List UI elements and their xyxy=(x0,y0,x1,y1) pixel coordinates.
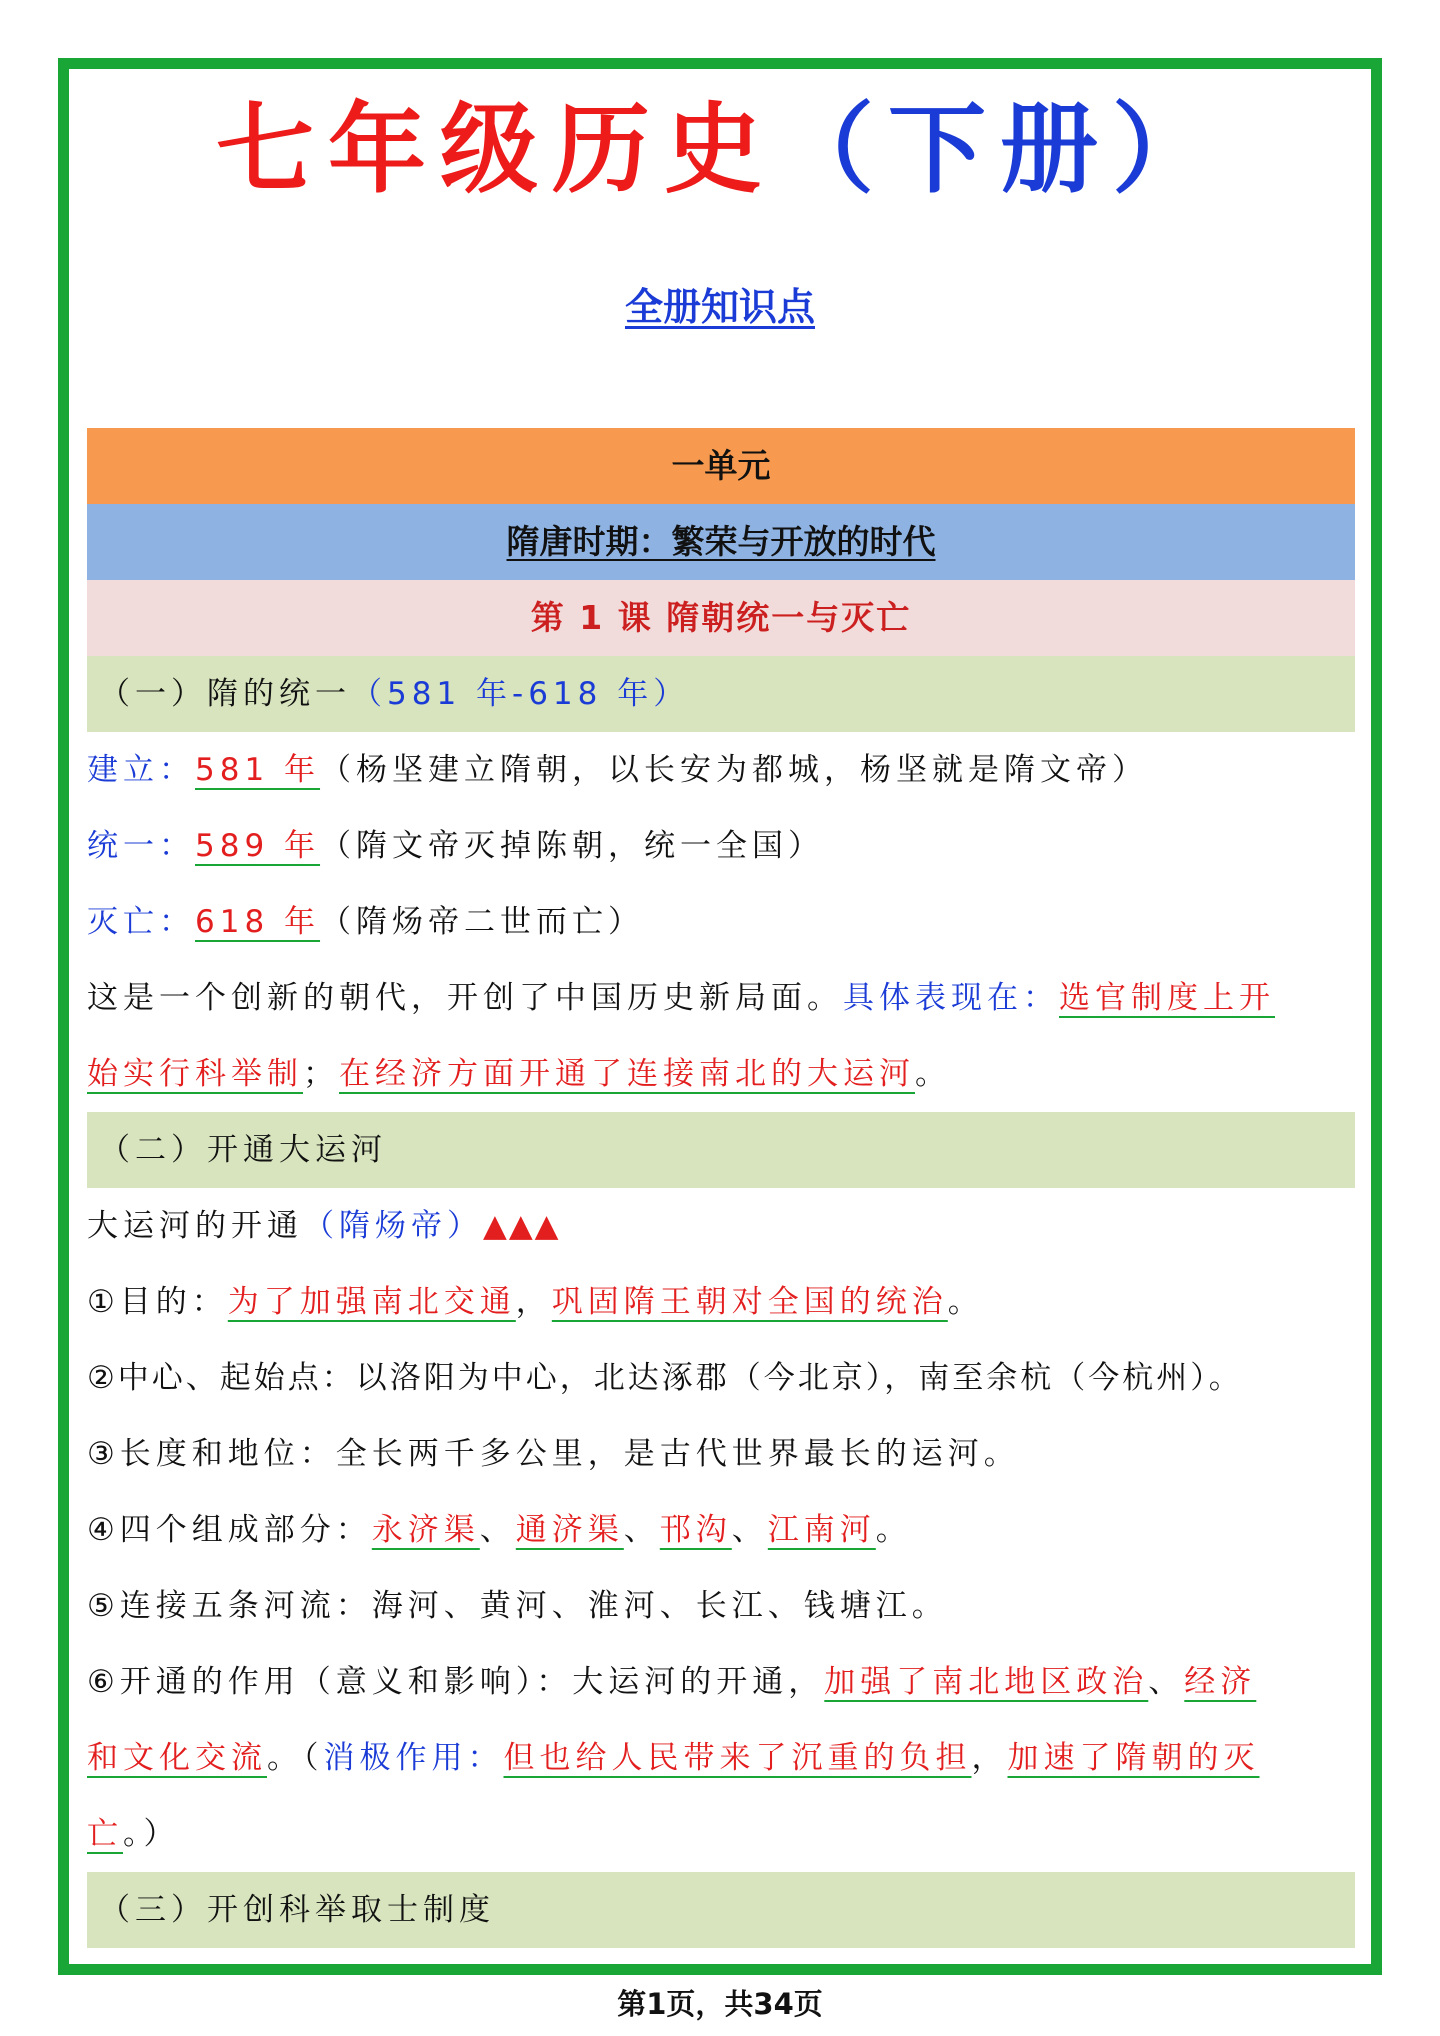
title-main: 七年级历史 xyxy=(215,93,776,207)
paragraph-innovation-line1: 这是一个创新的朝代，开创了中国历史新局面。具体表现在：选官制度上开 xyxy=(87,980,1275,1016)
canal-item-effect-line3: 亡。） xyxy=(87,1816,180,1852)
canal-item-rivers: ⑤连接五条河流：海河、黄河、淮河、长江、钱塘江。 xyxy=(87,1588,948,1624)
fact-founding: 建立：581 年（杨坚建立隋朝，以长安为都城，杨坚就是隋文帝） xyxy=(87,752,1149,788)
content xyxy=(87,428,1355,1948)
canal-item-length: ③长度和地位：全长两千多公里，是古代世界最长的运河。 xyxy=(87,1436,1020,1472)
canal-item-effect-line1: ⑥开通的作用（意义和影响）：大运河的开通，加强了南北地区政治、经济 xyxy=(87,1664,1257,1700)
title-paren-open: （ xyxy=(775,93,888,207)
canal-heading: 大运河的开通（隋炀帝）▲▲▲ xyxy=(87,1208,561,1244)
page-title xyxy=(0,80,1440,220)
unit-header: 一单元 xyxy=(87,428,1355,504)
paragraph-innovation-line2: 始实行科举制；在经济方面开通了连接南北的大运河。 xyxy=(87,1056,951,1092)
title-paren-close: ） xyxy=(1112,93,1225,207)
importance-marker: ▲▲▲ xyxy=(483,1208,561,1244)
page-subtitle: 全册知识点 xyxy=(624,285,815,329)
canal-item-center: ②中心、起始点：以洛阳为中心，北达涿郡（今北京），南至余杭（今杭州）。 xyxy=(87,1360,1243,1396)
fact-unification: 统一：589 年（隋文帝灭掉陈朝，统一全国） xyxy=(87,828,825,864)
section-3-header: （三）开创科举取士制度 xyxy=(87,1872,1355,1948)
fact-fall: 灭亡：618 年（隋炀帝二世而亡） xyxy=(87,904,645,940)
title-volume: 下册 xyxy=(888,93,1113,207)
canal-item-parts: ④四个组成部分：永济渠、通济渠、邗沟、江南河。 xyxy=(87,1512,912,1548)
section-2-header: （二）开通大运河 xyxy=(87,1112,1355,1188)
canal-item-purpose: ①目的：为了加强南北交通，巩固隋王朝对全国的统治。 xyxy=(87,1284,984,1320)
lesson-header: 第 1 课 隋朝统一与灭亡 xyxy=(87,580,1355,656)
theme-header: 隋唐时期：繁荣与开放的时代 xyxy=(87,504,1355,580)
page-number: 第1页，共34页 xyxy=(617,1987,823,2021)
canal-item-effect-line2: 和文化交流。（消极作用：但也给人民带来了沉重的负担，加速了隋朝的灭 xyxy=(87,1740,1260,1776)
section-1-header: （一）隋的统一（581 年-618 年） xyxy=(87,656,1355,732)
